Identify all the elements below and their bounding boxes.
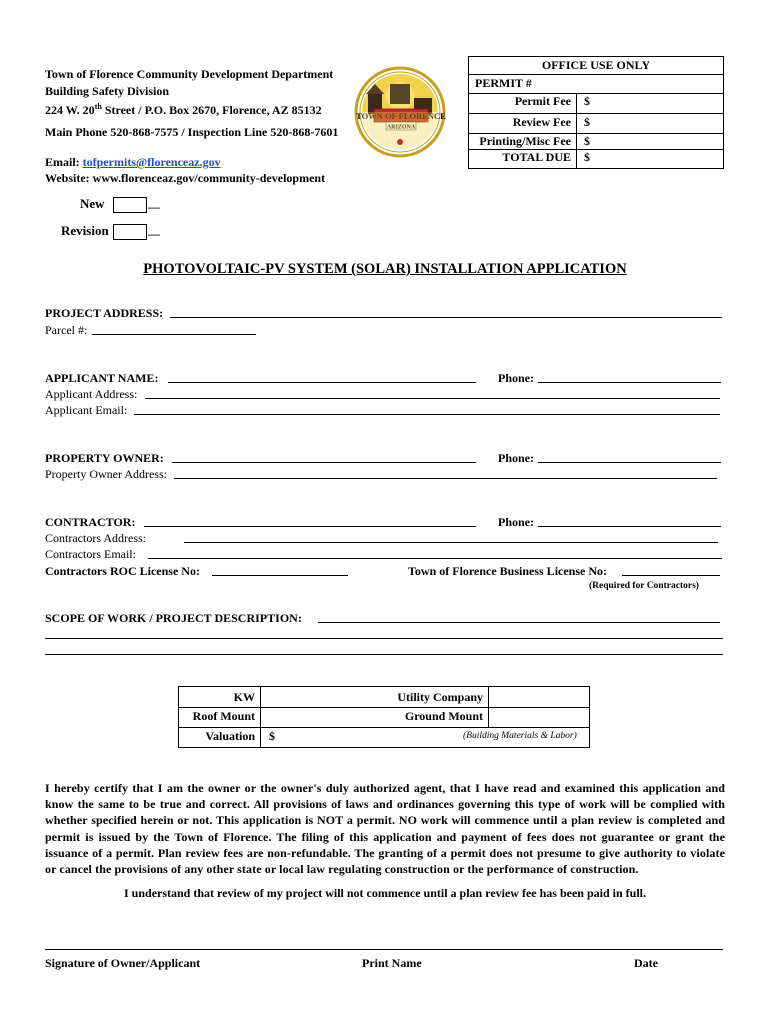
new-checkbox[interactable] xyxy=(113,197,147,213)
parcel-field[interactable] xyxy=(92,334,256,335)
applicant-email-label: Applicant Email: xyxy=(45,403,128,417)
dept-name: Town of Florence Community Development Department xyxy=(45,67,334,81)
applicant-phone-field[interactable] xyxy=(538,382,721,383)
scope-field-3[interactable] xyxy=(45,654,723,655)
required-note: (Required for Contractors) xyxy=(589,581,699,591)
valuation-input[interactable] xyxy=(260,726,588,745)
applicant-address-label: Applicant Address: xyxy=(45,387,138,401)
owner-field[interactable] xyxy=(172,462,476,463)
revision-label: Revision xyxy=(61,223,109,238)
contractor-address-label: Contractors Address: xyxy=(45,531,146,545)
signature-owner-label: Signature of Owner/Applicant xyxy=(45,956,201,970)
seal-banner-sub: ARIZONA xyxy=(386,124,416,131)
applicant-name-label: APPLICANT NAME: xyxy=(45,371,159,385)
department-info xyxy=(45,66,333,119)
parcel-label: Parcel #: xyxy=(45,323,88,337)
scope-label: SCOPE OF WORK / PROJECT DESCRIPTION: xyxy=(45,611,302,625)
applicant-phone-label: Phone: xyxy=(498,371,534,385)
review-notice: I understand that review of my project will not commence until a plan review fee has been paid in full. xyxy=(124,886,646,900)
contractor-label: CONTRACTOR: xyxy=(45,515,136,529)
scope-field-2[interactable] xyxy=(45,638,723,639)
applicant-email-field[interactable] xyxy=(134,414,720,415)
valuation-note: (Building Materials & Labor) xyxy=(463,731,577,741)
contractor-phone-field[interactable] xyxy=(538,526,721,527)
office-use-title: OFFICE USE ONLY xyxy=(469,57,723,75)
project-address-label: PROJECT ADDRESS: xyxy=(45,306,164,320)
scope-field-1[interactable] xyxy=(318,622,720,623)
certification-text: I hereby certify that I am the owner or the owner's duly authorized agent, that I have read and examined this application and know the same to be true and correct. All provisions of laws and ordinances governing this type of work will be complied with whether specified herein or not. This application is NOT a permit. NO work will commence until a plan review is completed and permit is issued by the Town of Florence. The filing of this application and payment of fees does not guarantee or grant the issuance of a permit. Plan review fees are non-refundable. The granting of a permit does not presume to give authority to violate or cancel the provisions of any other state or local law regulating construction or the performance of construction. xyxy=(45,781,725,877)
signature-line[interactable] xyxy=(45,949,723,950)
website-info: Website: www.florenceaz.gov/community-development xyxy=(45,171,326,185)
utility-company-label: Utility Company xyxy=(397,690,483,704)
roof-mount-label: Roof Mount xyxy=(192,709,255,723)
seal-banner-text: TOWN OF FLORENCE xyxy=(356,111,446,121)
new-label: New xyxy=(80,196,105,211)
contractor-email-field[interactable] xyxy=(148,558,722,559)
printing-fee-label: Printing/Misc Fee xyxy=(479,134,571,148)
date-label: Date xyxy=(634,956,658,970)
utility-company-input[interactable] xyxy=(488,686,588,705)
applicant-address-field[interactable] xyxy=(145,398,720,399)
total-due-value: $ xyxy=(584,150,590,164)
division-name: Building Safety Division xyxy=(45,83,170,98)
valuation-label: Valuation xyxy=(205,729,255,743)
permit-fee-value: $ xyxy=(584,94,590,108)
print-name-label: Print Name xyxy=(362,956,422,970)
printing-fee-value: $ xyxy=(584,134,590,148)
office-use-box xyxy=(468,56,724,169)
town-seal-logo xyxy=(354,66,446,158)
business-license-field[interactable] xyxy=(622,575,720,576)
business-license-label: Town of Florence Business License No: xyxy=(408,564,608,578)
owner-address-label: Property Owner Address: xyxy=(45,467,167,481)
contractor-phone-label: Phone: xyxy=(498,515,534,529)
page-title: PHOTOVOLTAIC-PV SYSTEM (SOLAR) INSTALLATION APPLICATION xyxy=(143,261,627,277)
review-fee-label: Review Fee xyxy=(512,115,571,129)
owner-label: PROPERTY OWNER: xyxy=(45,451,164,465)
revision-checkbox[interactable] xyxy=(113,224,147,240)
kw-label: KW xyxy=(233,690,255,704)
email-link[interactable]: tofpermits@florenceaz.gov xyxy=(82,155,221,169)
contractor-field[interactable] xyxy=(144,526,476,527)
owner-phone-field[interactable] xyxy=(538,462,721,463)
project-address-field[interactable] xyxy=(170,317,722,318)
kw-input[interactable] xyxy=(260,706,410,725)
contractor-address-field[interactable] xyxy=(184,542,718,543)
valuation-dollar: $ xyxy=(269,729,275,743)
phone-info: Main Phone 520-868-7575 / Inspection Line 520-868-7601 xyxy=(45,125,339,139)
roc-license-label: Contractors ROC License No: xyxy=(45,564,200,578)
applicant-name-field[interactable] xyxy=(168,382,476,383)
contractor-email-label: Contractors Email: xyxy=(45,547,136,561)
total-due-label: TOTAL DUE xyxy=(502,150,571,164)
review-fee-value: $ xyxy=(584,115,590,129)
owner-phone-label: Phone: xyxy=(498,451,534,465)
mailing-address: 224 W. 20th Street / P.O. Box 2670, Florence, AZ 85132 xyxy=(45,102,322,117)
owner-address-field[interactable] xyxy=(174,478,717,479)
permit-number-label: PERMIT # xyxy=(475,76,532,90)
permit-fee-label: Permit Fee xyxy=(514,94,571,108)
email-info: Email: tofpermits@florenceaz.gov xyxy=(45,155,221,169)
roc-license-field[interactable] xyxy=(212,575,348,576)
ground-mount-label: Ground Mount xyxy=(404,709,483,723)
